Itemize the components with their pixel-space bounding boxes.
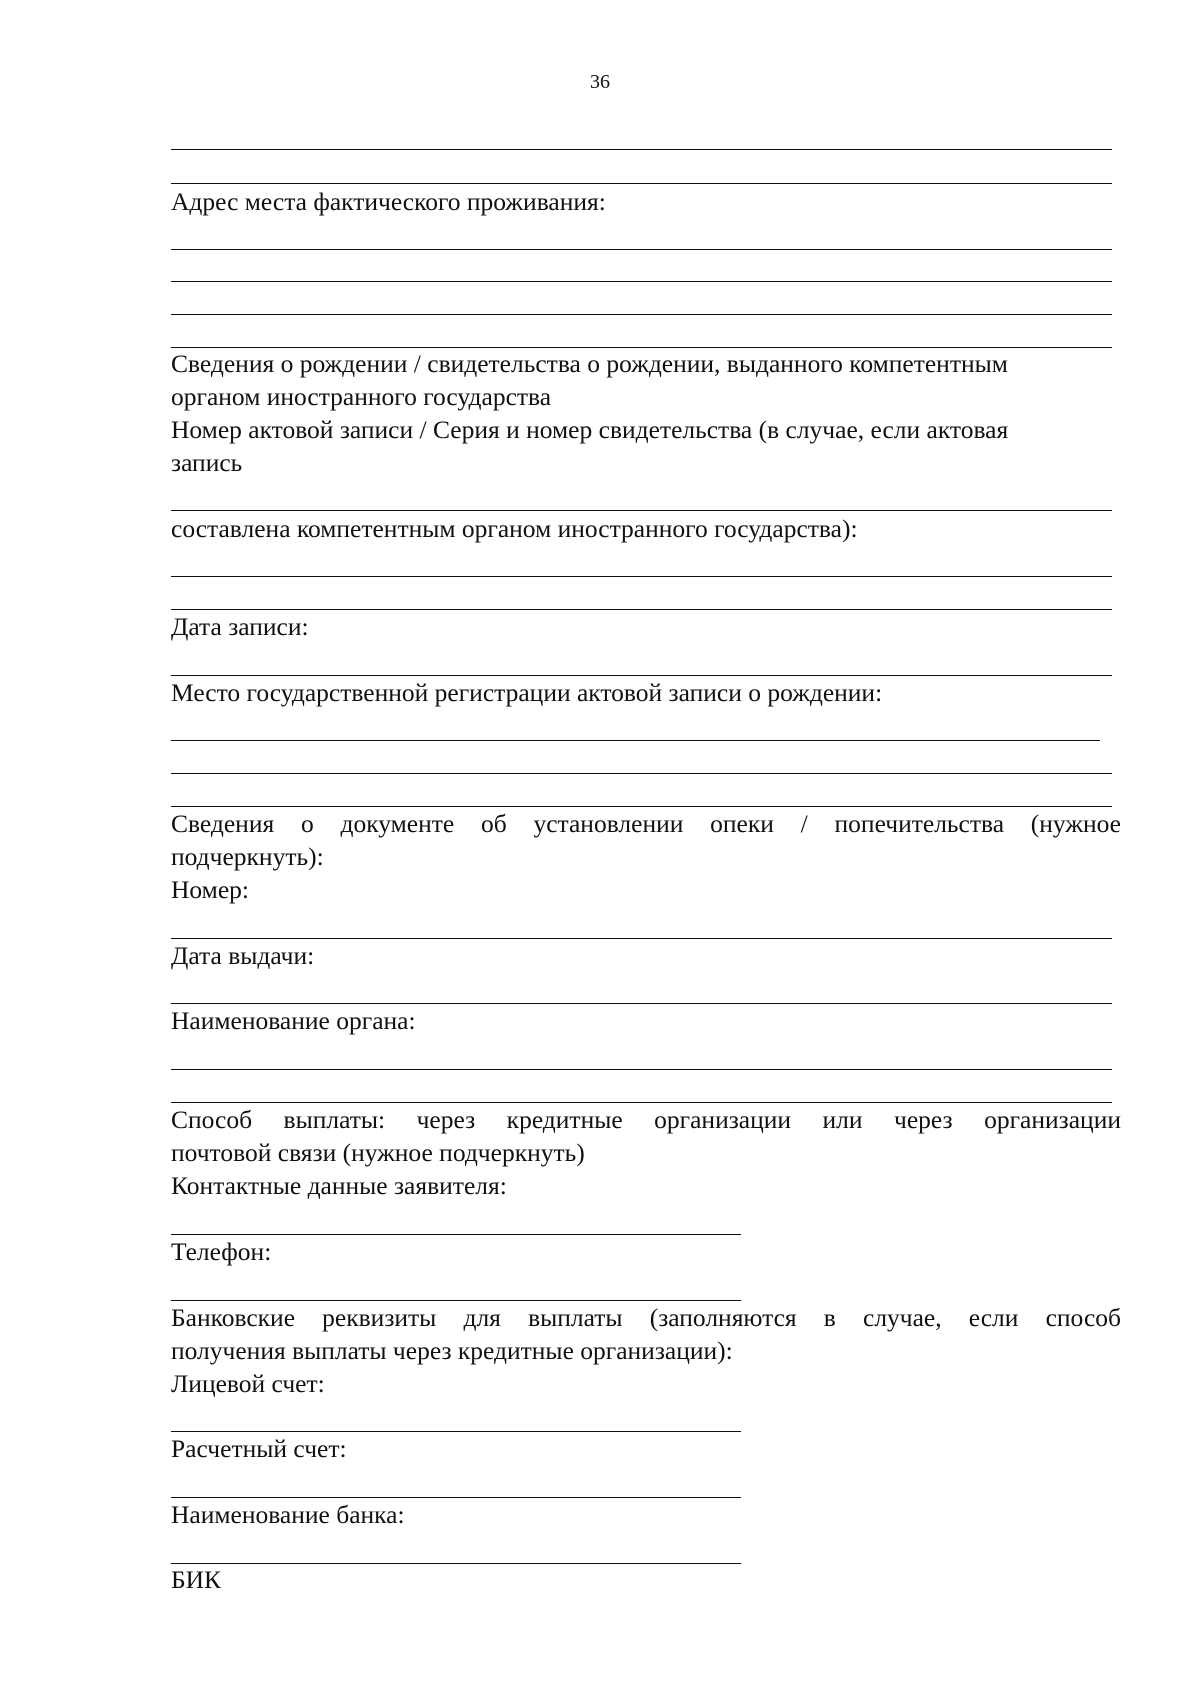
guardianship-line-1: Сведения о документе об установлении опеки / попечительства (нужное <box>171 809 1121 838</box>
authority-name-label: Наименование органа: <box>171 1006 416 1035</box>
bank-details-line-2: получения выплаты через кредитные организации): <box>171 1336 733 1365</box>
bank-name-label: Наименование банка: <box>171 1500 405 1529</box>
blank-line-1 <box>171 149 1112 150</box>
address-line-2 <box>171 281 1112 282</box>
payment-method-line-1: Способ выплаты: через кредитные организации или через организации <box>171 1105 1121 1134</box>
issue-date-label: Дата выдачи: <box>171 941 315 970</box>
contact-data-label: Контактные данные заявителя: <box>171 1171 507 1200</box>
actual-address-label: Адрес места фактического проживания: <box>171 187 606 216</box>
payment-method-line-2: почтовой связи (нужное подчеркнуть) <box>171 1138 585 1167</box>
bank-details-line-1: Банковские реквизиты для выплаты (заполняются в случае, если способ <box>171 1303 1121 1332</box>
bik-label: БИК <box>171 1565 222 1594</box>
authority-name-line-1 <box>171 1069 1112 1070</box>
birth-info-line-1: Сведения о рождении / свидетельства о рождении, выданного компетентным <box>171 349 1008 378</box>
registration-place-label: Место государственной регистрации актовой записи о рождении: <box>171 678 883 707</box>
blank-line-2 <box>171 183 1112 184</box>
record-number-line-2: запись <box>171 448 243 477</box>
record-number-line <box>171 510 1112 511</box>
personal-account-label: Лицевой счет: <box>171 1369 325 1398</box>
address-line-3 <box>171 314 1112 315</box>
registration-place-line-2 <box>171 773 1112 774</box>
bank-name-line <box>171 1563 741 1564</box>
address-line-1 <box>171 249 1112 250</box>
page-number: 36 <box>590 71 610 93</box>
registration-place-line-1 <box>171 740 1100 741</box>
guardianship-line-2: подчеркнуть): <box>171 842 324 871</box>
number-label: Номер: <box>171 875 249 904</box>
record-number-line-3: составлена компетентным органом иностранного государства): <box>171 514 858 543</box>
record-entry-line-1 <box>171 576 1112 577</box>
settlement-account-label: Расчетный счет: <box>171 1434 347 1463</box>
record-date-label: Дата записи: <box>171 612 309 641</box>
phone-label: Телефон: <box>171 1237 272 1266</box>
birth-info-line-2: органом иностранного государства <box>171 382 552 411</box>
record-entry-line-2 <box>171 609 1112 610</box>
record-number-line-1: Номер актовой записи / Серия и номер свидетельства (в случае, если актовая <box>171 415 1009 444</box>
